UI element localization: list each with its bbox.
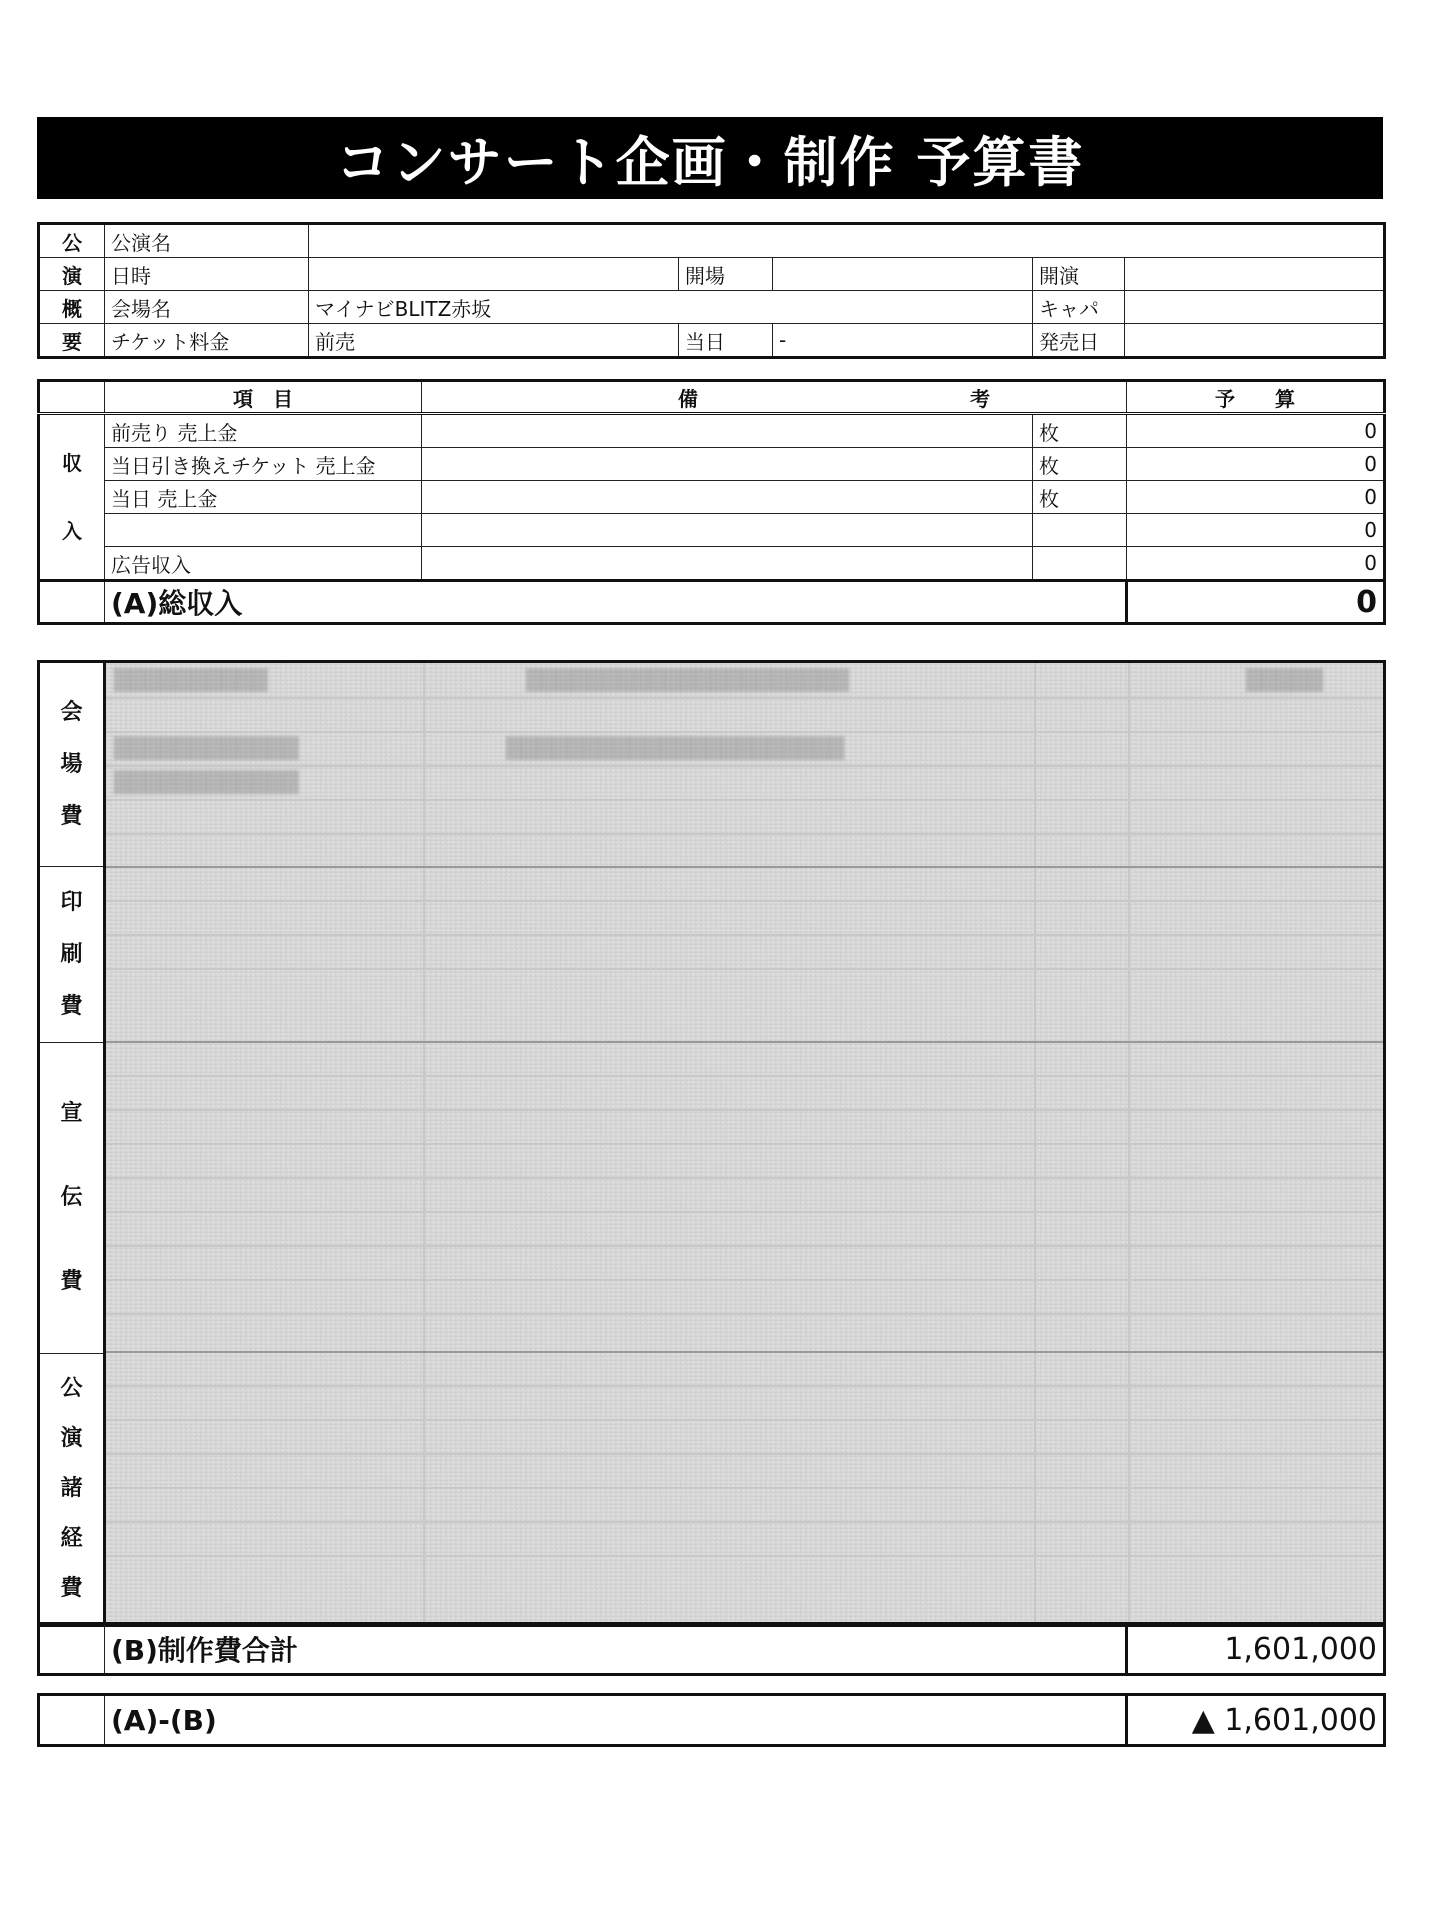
venue-label: 会場名 <box>105 291 309 324</box>
expense-category-misc <box>39 1354 105 1626</box>
divider <box>106 934 1383 936</box>
divider <box>106 697 1383 699</box>
difference-value: ▲ 1,601,000 <box>1127 1695 1385 1746</box>
advance-label: 前売 <box>315 329 355 354</box>
event-name-label: 公演名 <box>105 224 309 258</box>
divider <box>106 1555 1383 1557</box>
divider <box>106 1487 1383 1489</box>
release-date-label: 発売日 <box>1033 324 1125 358</box>
divider <box>106 765 1383 767</box>
income-unit <box>1033 514 1127 547</box>
overview-side-char: 公 <box>39 224 105 258</box>
income-value[interactable]: 0 <box>1127 414 1385 448</box>
divider <box>106 1211 1383 1213</box>
overview-side-char: 演 <box>39 258 105 291</box>
category-char: 伝 <box>60 1185 83 1210</box>
income-unit: 枚 <box>1033 414 1127 448</box>
category-char: 演 <box>60 1426 83 1451</box>
overview-side-char: 要 <box>39 324 105 358</box>
income-item: 当日 売上金 <box>105 481 422 514</box>
income-note[interactable] <box>422 448 1033 481</box>
blurred-text: ██████████ <box>114 668 268 692</box>
release-date-field[interactable] <box>1125 324 1385 358</box>
category-char: 経 <box>60 1526 83 1551</box>
category-char: 宣 <box>60 1101 83 1126</box>
divider <box>106 1143 1383 1145</box>
total-income-value: 0 <box>1127 581 1385 624</box>
total-blank <box>39 581 105 624</box>
blurred-text: ████████████ <box>114 770 299 794</box>
income-value[interactable]: 0 <box>1127 481 1385 514</box>
category-char: 公 <box>60 1376 83 1401</box>
income-value[interactable]: 0 <box>1127 448 1385 481</box>
category-char: 費 <box>60 993 83 1019</box>
overview-side-char: 概 <box>39 291 105 324</box>
divider <box>106 1245 1383 1247</box>
expense-category-promotion <box>39 1043 105 1354</box>
divider <box>106 833 1383 835</box>
event-name-field[interactable] <box>309 224 1385 258</box>
category-char: 場 <box>60 751 83 777</box>
divider <box>106 968 1383 970</box>
divider <box>106 1385 1383 1387</box>
capacity-field[interactable] <box>1125 291 1385 324</box>
ticket-price-label: チケット料金 <box>105 324 309 358</box>
advance-field[interactable] <box>309 324 679 358</box>
expense-category-venue <box>39 662 105 867</box>
income-item: 前売り 売上金 <box>105 414 422 448</box>
divider <box>106 1419 1383 1421</box>
blurred-text: ████████████ <box>114 736 299 760</box>
income-item <box>105 514 422 547</box>
blurred-text: ██████████████████████ <box>506 736 845 760</box>
income-item: 当日引き換えチケット 売上金 <box>105 448 422 481</box>
income-side-label <box>39 414 105 581</box>
doors-label: 開場 <box>679 258 773 291</box>
income-unit <box>1033 547 1127 581</box>
category-char: 費 <box>60 1269 83 1294</box>
income-note[interactable] <box>422 514 1033 547</box>
category-char: 印 <box>60 889 83 915</box>
income-note[interactable] <box>422 481 1033 514</box>
capacity-label: キャパ <box>1033 291 1125 324</box>
expenses-table <box>37 660 1386 1627</box>
doors-field[interactable] <box>773 258 1033 291</box>
header-budget: 予 算 <box>1127 381 1385 414</box>
divider <box>106 1109 1383 1111</box>
door-day-label: 当日 <box>679 324 773 358</box>
divider <box>106 1351 1383 1353</box>
category-char: 諸 <box>60 1476 83 1501</box>
total-income-label: (A)総収入 <box>105 581 1127 624</box>
divider <box>106 1075 1383 1077</box>
category-char: 会 <box>60 699 83 725</box>
category-char: 費 <box>60 1576 83 1601</box>
divider <box>106 1041 1383 1043</box>
header-note <box>422 381 1127 414</box>
venue-field[interactable]: マイナビBLITZ赤坂 <box>309 291 1033 324</box>
header-blank <box>39 381 105 414</box>
document-title: コンサート企画・制作 予算書 <box>37 117 1383 199</box>
production-total-label: (B)制作費合計 <box>105 1624 1127 1675</box>
divider <box>106 1521 1383 1523</box>
divider <box>106 1453 1383 1455</box>
overview-table <box>37 222 1386 359</box>
income-unit: 枚 <box>1033 481 1127 514</box>
divider <box>106 799 1383 801</box>
blurred-text: █████████████████████ <box>526 668 849 692</box>
divider <box>106 1279 1383 1281</box>
divider <box>106 1177 1383 1179</box>
difference-label: (A)-(B) <box>105 1695 1127 1746</box>
income-value[interactable]: 0 <box>1127 514 1385 547</box>
category-char: 費 <box>60 803 83 829</box>
income-note[interactable] <box>422 414 1033 448</box>
divider <box>106 900 1383 902</box>
datetime-label: 日時 <box>105 258 309 291</box>
income-table <box>37 379 1386 625</box>
diff-blank <box>39 1695 105 1746</box>
income-side-char: 収 <box>62 451 82 475</box>
category-char: 刷 <box>60 941 83 967</box>
header-note-a: 備 <box>678 386 698 411</box>
income-item: 広告収入 <box>105 547 422 581</box>
income-value[interactable]: 0 <box>1127 547 1385 581</box>
blurred-text: █████ <box>1246 668 1323 692</box>
header-note-b: 考 <box>970 386 990 411</box>
door-day-field[interactable]: - <box>773 324 1033 358</box>
obscured-expense-details <box>105 662 1385 1626</box>
income-unit: 枚 <box>1033 448 1127 481</box>
difference-table <box>37 1693 1386 1747</box>
income-note[interactable] <box>422 547 1033 581</box>
income-side-char: 入 <box>62 519 82 543</box>
start-label: 開演 <box>1033 258 1125 291</box>
datetime-field[interactable] <box>309 258 679 291</box>
header-item: 項 目 <box>105 381 422 414</box>
divider <box>106 1313 1383 1315</box>
total-blank <box>39 1624 105 1675</box>
expense-category-printing <box>39 867 105 1043</box>
production-total-table <box>37 1622 1386 1676</box>
start-field[interactable] <box>1125 258 1385 291</box>
divider <box>106 866 1383 868</box>
divider <box>106 731 1383 733</box>
production-total-value: 1,601,000 <box>1127 1624 1385 1675</box>
